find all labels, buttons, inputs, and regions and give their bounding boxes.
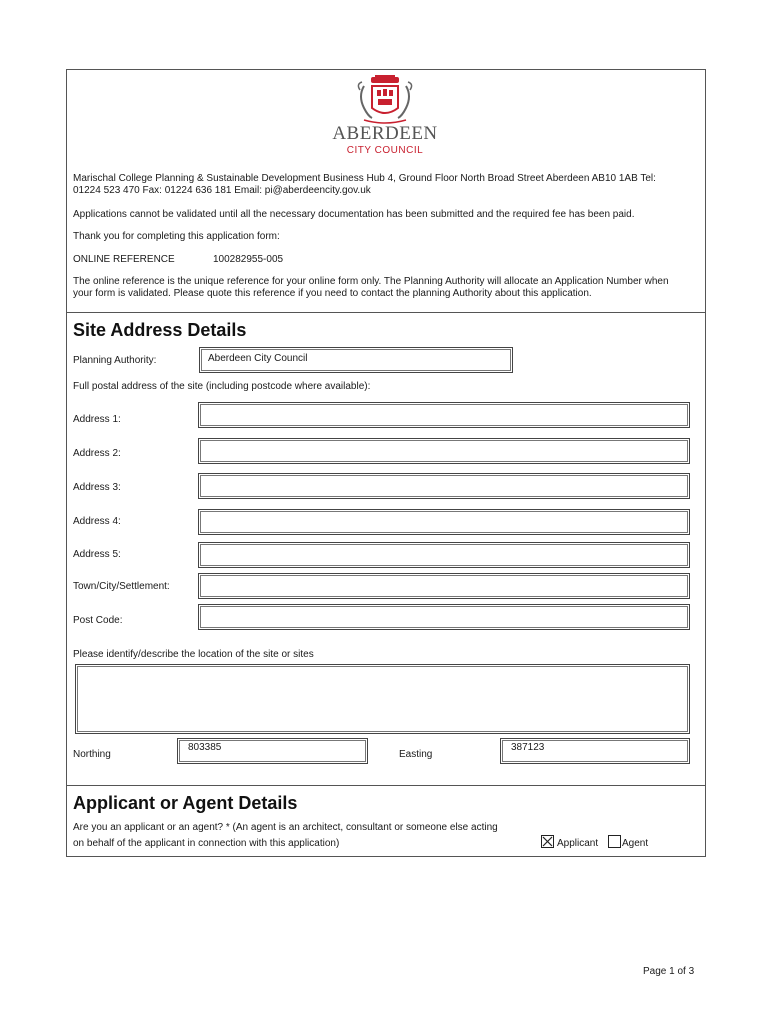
postcode-label: Post Code: — [73, 615, 123, 626]
northing-input[interactable] — [177, 738, 368, 764]
easting-value: 387123 — [511, 742, 545, 753]
address-2-input[interactable] — [198, 438, 690, 464]
page-number: Page 1 of 3 — [643, 966, 695, 977]
site-section-title: Site Address Details — [73, 320, 247, 340]
easting-input[interactable] — [500, 738, 690, 764]
reference-note — [73, 276, 701, 300]
online-reference-label: ONLINE REFERENCE — [73, 254, 175, 265]
council-address — [73, 173, 698, 197]
checkmark-x-icon — [542, 836, 553, 847]
reference-note-line-1: The online reference is the unique reference for your online form only. The Planning Authority will allocate an Application Number when — [73, 276, 669, 287]
address-3-label: Address 3: — [73, 482, 121, 493]
easting-label: Easting — [399, 749, 433, 760]
agent-checkbox[interactable] — [608, 835, 621, 848]
northing-label: Northing — [73, 749, 111, 760]
online-reference-value: 100282955-005 — [213, 254, 284, 265]
applicant-question — [73, 822, 543, 850]
planning-authority-label: Planning Authority: — [73, 355, 157, 366]
applicant-section-title: Applicant or Agent Details — [73, 793, 298, 813]
location-prompt: Please identify/describe the location of the site or sites — [73, 649, 314, 660]
planning-authority-field[interactable] — [199, 347, 513, 373]
postcode-input[interactable] — [198, 604, 690, 630]
applicant-option-label: Applicant — [557, 838, 599, 849]
validation-note: Applications cannot be validated until all the necessary documentation has been submitted and the required fee has been paid. — [73, 209, 635, 220]
council-logo — [320, 74, 450, 160]
agent-option-label: Agent — [622, 838, 649, 849]
address-line-1: Marischal College Planning & Sustainable Development Business Hub 4, Ground Floor North Broad Street Aberdeen AB10 1AB Tel: — [73, 173, 656, 184]
town-input[interactable] — [198, 573, 690, 599]
council-subtitle: CITY COUNCIL — [346, 145, 424, 156]
thanks-text: Thank you for completing this application form: — [73, 231, 280, 242]
town-label: Town/City/Settlement: — [73, 581, 170, 592]
address-1-label: Address 1: — [73, 414, 121, 425]
reference-note-line-2: your form is validated. Please quote this reference if you need to contact the planning Authority about this application. — [73, 288, 592, 299]
planning-authority-value: Aberdeen City Council — [208, 353, 308, 364]
address-1-input[interactable] — [198, 402, 690, 428]
postal-address-prompt: Full postal address of the site (including postcode where available): — [73, 381, 371, 392]
northing-value: 803385 — [188, 742, 222, 753]
address-2-label: Address 2: — [73, 448, 121, 459]
question-line-1: Are you an applicant or an agent? * (An agent is an architect, consultant or someone else acting — [73, 822, 498, 833]
question-line-2: on behalf of the applicant in connection with this application) — [73, 838, 340, 849]
address-4-label: Address 4: — [73, 516, 121, 527]
address-line-2: 01224 523 470 Fax: 01224 636 181 Email: pi@aberdeencity.gov.uk — [73, 185, 371, 196]
address-5-input[interactable] — [198, 542, 690, 568]
council-name: ABERDEEN — [332, 123, 438, 144]
address-5-label: Address 5: — [73, 549, 121, 560]
location-description-textarea[interactable] — [75, 664, 690, 734]
address-3-input[interactable] — [198, 473, 690, 499]
address-4-input[interactable] — [198, 509, 690, 535]
applicant-checkbox[interactable] — [541, 835, 554, 848]
